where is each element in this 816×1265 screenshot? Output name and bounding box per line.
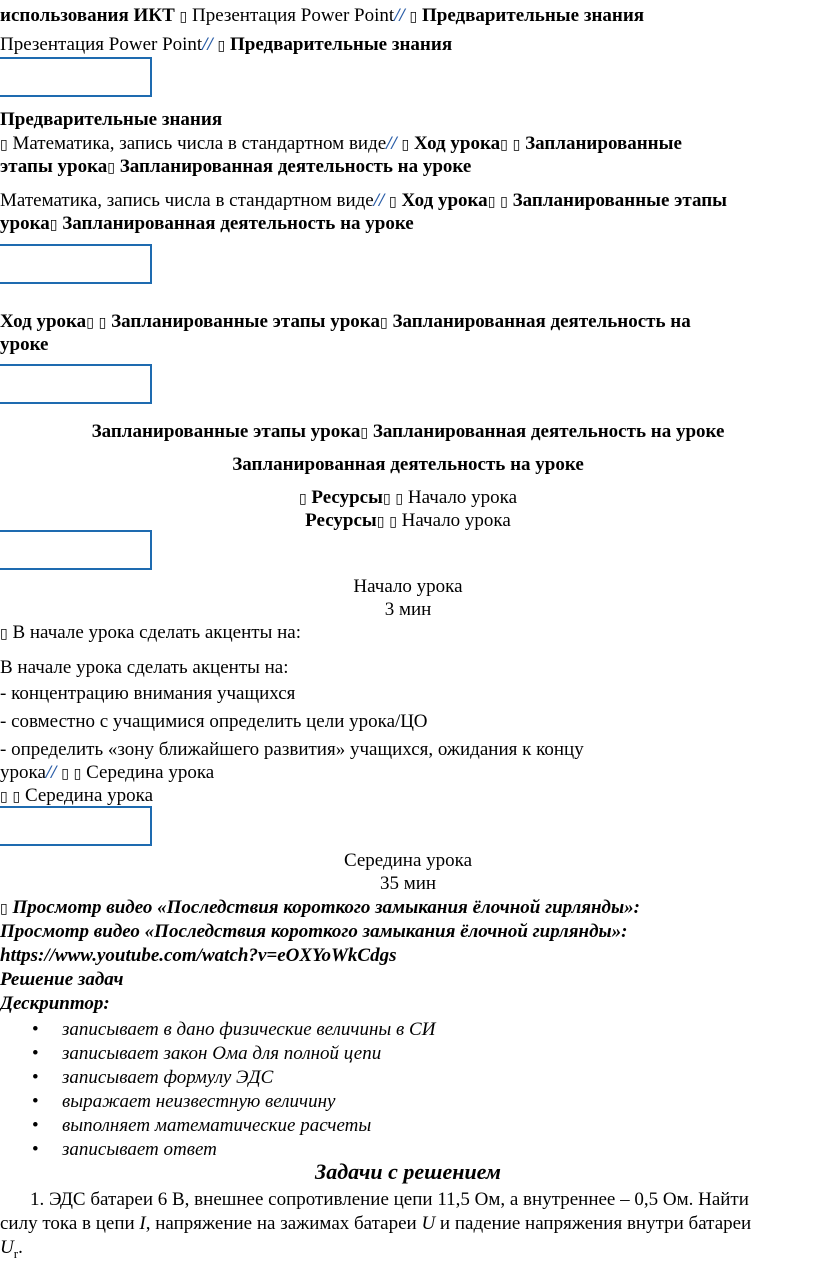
focus-item-2: - совместно с учащимися определить цели урока/ЦО: [0, 711, 428, 732]
descriptor-item: выполняет математические расчеты: [62, 1115, 372, 1136]
missing-glyph-icon: ▯: [73, 766, 82, 782]
task-1-line-3: [0, 1236, 23, 1265]
voltage-symbol: U: [421, 1213, 436, 1234]
lesson-row-1: [0, 310, 691, 335]
missing-glyph-icon: ▯: [389, 514, 397, 530]
current-symbol: I: [139, 1213, 146, 1234]
activity-label: Запланированная деятельность на уроке: [62, 213, 414, 234]
activity-label: Запланированная деятельность на уроке: [372, 421, 725, 442]
missing-glyph-icon: ▯: [395, 491, 404, 507]
missing-glyph-icon: ▯: [0, 137, 8, 153]
empty-placeholder-box: [0, 244, 152, 284]
missing-glyph-icon: ▯: [0, 626, 8, 642]
slash-mark-icon: //: [45, 762, 57, 783]
lesson-row-2: уроке: [0, 334, 49, 355]
subscript: r: [13, 1245, 19, 1261]
missing-glyph-icon: ▯: [12, 789, 21, 805]
resources-label: Ресурсы: [305, 510, 377, 531]
missing-glyph-icon: ▯: [49, 217, 58, 233]
missing-glyph-icon: ▯: [86, 315, 94, 331]
middle-label: Середина урока: [24, 785, 154, 806]
middle-label: Середина урока: [86, 762, 215, 783]
missing-glyph-icon: ▯: [500, 194, 508, 210]
focus-label: В начале урока сделать акценты на:: [12, 622, 301, 643]
prior-knowledge-title: Предварительные знания: [0, 109, 223, 130]
missing-glyph-icon: ▯: [382, 491, 391, 507]
header-prior-knowledge: Предварительные знания: [230, 34, 453, 55]
slash-mark-icon: //: [373, 190, 385, 211]
slash-mark-icon: //: [386, 133, 397, 154]
missing-glyph-icon: ▯: [0, 901, 8, 917]
video-title: Просмотр видео «Последствия короткого замыкания ёлочной гирлянды»:: [12, 897, 640, 918]
missing-glyph-icon: ▯: [98, 315, 107, 331]
start-label: Начало урока: [407, 487, 518, 508]
focus-item-3-tail: [0, 761, 214, 786]
bullet-icon: •: [32, 1115, 39, 1136]
header-presentation-label: Презентация Power Point: [0, 34, 203, 55]
bullet-icon: •: [32, 1091, 39, 1112]
stages-label: Запланированные этапы урока: [91, 421, 361, 442]
start-duration: 3 мин: [384, 599, 432, 620]
empty-placeholder-box: [0, 57, 152, 97]
lesson-flow-label: Ход урока: [0, 311, 87, 332]
lesson-flow-label: Ход урока: [401, 190, 488, 211]
missing-glyph-icon: ▯: [409, 9, 418, 25]
empty-placeholder-box: [0, 806, 152, 846]
missing-glyph-icon: ▯: [179, 9, 188, 25]
video-link: https://www.youtube.com/watch?v=eOXYoWkCdgs: [0, 945, 397, 966]
descriptor-item: выражает неизвестную величину: [62, 1091, 336, 1112]
header-prior-knowledge: Предварительные знания: [421, 5, 645, 26]
missing-glyph-icon: ▯: [217, 38, 226, 54]
missing-glyph-icon: ▯: [389, 194, 397, 210]
resources-label: Ресурсы: [311, 487, 383, 508]
descriptor-item: записывает закон Ома для полной цепи: [62, 1043, 382, 1064]
empty-placeholder-box: [0, 530, 152, 570]
missing-glyph-icon: ▯: [500, 137, 508, 153]
resources-row-1: [0, 486, 816, 511]
header-presentation-label: Презентация Power Point: [191, 5, 395, 26]
task-1-line-2: [0, 1212, 751, 1235]
focus-row: В начале урока сделать акценты на:: [0, 657, 289, 678]
math-topic: Математика, запись числа в стандартном виде: [12, 133, 387, 154]
missing-glyph-icon: ▯: [0, 789, 8, 805]
slash-mark-icon: //: [202, 34, 213, 55]
task-text: и падение напряжения внутри батареи: [435, 1213, 752, 1234]
planned-label: Запланированные этапы: [512, 190, 727, 211]
math-topic: Математика, запись числа в стандартном виде: [0, 190, 374, 211]
stages-label: Запланированные этапы урока: [111, 311, 380, 332]
prior-knowledge-row-2: [0, 155, 471, 180]
descriptor-item: записывает ответ: [62, 1139, 217, 1160]
bullet-icon: •: [32, 1067, 39, 1088]
start-title: Начало урока: [353, 576, 463, 597]
missing-glyph-icon: ▯: [376, 514, 385, 530]
middle-duration: 35 мин: [379, 873, 437, 894]
focus-item-1: - концентрацию внимания учащихся: [0, 683, 296, 704]
task-text: , напряжение на зажимах батареи: [145, 1213, 422, 1234]
task-text: силу тока в цепи: [0, 1213, 140, 1234]
missing-glyph-icon: ▯: [487, 194, 496, 210]
header-row-2: [0, 33, 452, 58]
slash-mark-icon: //: [394, 5, 405, 26]
solve-label: Решение задач: [0, 969, 124, 990]
bullet-icon: •: [32, 1139, 39, 1160]
descriptor-item: записывает в дано физические величины в СИ: [62, 1019, 436, 1040]
missing-glyph-icon: ▯: [401, 137, 410, 153]
middle-title: Середина урока: [343, 850, 473, 871]
header-ict-label: использования ИКТ: [0, 5, 175, 26]
activity-label: Запланированная деятельность на уроке: [119, 156, 472, 177]
prior-knowledge-row-3: [0, 189, 727, 214]
activity-label: Запланированная деятельность на: [392, 311, 691, 332]
stages-label: этапы урока: [0, 156, 108, 177]
lesson-flow-label: Ход урока: [413, 133, 501, 154]
descriptor-item: записывает формулу ЭДС: [62, 1067, 274, 1088]
missing-glyph-icon: ▯: [512, 137, 521, 153]
period: .: [18, 1237, 23, 1258]
header-row-1: [0, 4, 644, 29]
bullet-icon: •: [32, 1019, 39, 1040]
missing-glyph-icon: ▯: [107, 160, 116, 176]
video-row-1: [0, 896, 640, 921]
bullet-icon: •: [32, 1043, 39, 1064]
video-row-2: Просмотр видео «Последствия короткого замыкания ёлочной гирлянды»:: [0, 921, 628, 942]
empty-placeholder-box: [0, 364, 152, 404]
task-1-line-1: 1. ЭДС батареи 6 В, внешнее сопротивление цепи 11,5 Ом, а внутреннее – 0,5 Ом. Найти: [30, 1189, 749, 1210]
focus-item-3: - определить «зону ближайшего развития» учащихся, ожидания к концу: [0, 739, 584, 760]
stages-row: [0, 420, 816, 445]
lesson-word: урока: [0, 762, 46, 783]
missing-glyph-icon: ▯: [360, 425, 369, 441]
planned-label: Запланированные: [525, 133, 682, 154]
prior-knowledge-row-4: [0, 212, 414, 237]
internal-voltage-symbol: U: [0, 1237, 14, 1258]
prior-knowledge-row-1: [0, 132, 682, 157]
missing-glyph-icon: ▯: [298, 491, 307, 507]
stages-label: урока: [0, 213, 50, 234]
missing-glyph-icon: ▯: [379, 315, 388, 331]
start-label: Начало урока: [401, 510, 511, 531]
focus-row-glyph: [0, 621, 301, 646]
missing-glyph-icon: ▯: [61, 766, 69, 782]
activity-row: Запланированная деятельность на уроке: [232, 454, 584, 475]
descriptor-label: Дескриптор:: [0, 993, 110, 1014]
tasks-heading: Задачи с решением: [315, 1159, 501, 1184]
